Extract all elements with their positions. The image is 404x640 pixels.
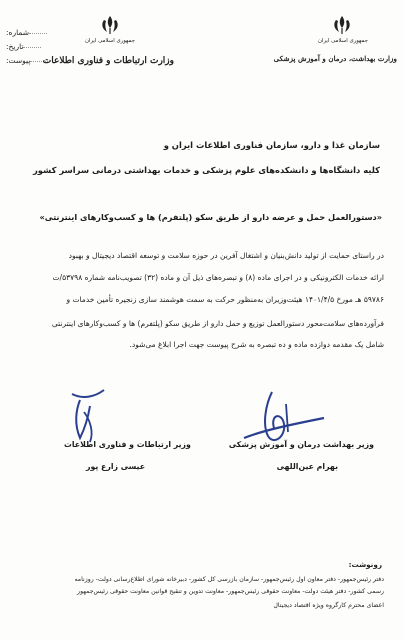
cc-line-2: رسمی کشور- دفتر هیئت دولت- معاونت حقوقی رئیس‌جمهور- معاونت تدوین و تنقیح قوانین معاونت حقوقی رئیس‌جمهور [77, 588, 384, 595]
letter-subject: «دستورالعمل حمل و عرضه دارو از طریق سکو (پلتفرم) ها و کسب‌وکارهای اینترنتی» [39, 212, 382, 222]
left-logo-caption: جمهوری اسلامی ایران [84, 38, 135, 44]
right-logo-caption: جمهوری اسلامی ایران [317, 38, 368, 44]
meta-date: تاریخ: [6, 42, 43, 51]
addressee-line-2: کلیه دانشگاه‌ها و دانشکده‌های علوم پزشکی و خدمات بهداشتی درمانی سراسر کشور [32, 165, 380, 175]
ict-minister-title: وزیر ارتباطات و فناوری اطلاعات [64, 440, 191, 449]
iran-emblem-left-logo [98, 14, 122, 36]
body-line-4: فرآورده‌های سلامت‌محور دستورالعمل توزیع و حمل دارو از طریق سکو (پلتفرم) ها و کسب‌وکارهای اینترنتی [51, 319, 384, 328]
meta-number: شماره: [6, 28, 49, 37]
iran-emblem-right-logo [330, 14, 354, 36]
right-logo-ministry: وزارت بهداشت، درمان و آموزش پزشکی [273, 54, 397, 63]
health-minister-title: وزیر بهداشت درمان و آموزش پزشکی [228, 440, 374, 449]
left-logo-ministry: وزارت ارتباطات و فناوری اطلاعات [42, 56, 174, 66]
addressee-line-1: سازمان غذا و دارو، سازمان فناوری اطلاعات ایران و [163, 140, 380, 150]
body-line-2: ارائه خدمات الکترونیکی و در اجرای ماده (۸) و تبصره‌های ذیل آن و ماده (۳۲) تصویب‌نامه شماره ۵۳۷۹۸/ت [52, 273, 384, 282]
body-line-1: در راستای حمایت از تولید دانش‌بنیان و اشتغال آفرین در حوزه سلامت و توسعه اقتصاد دیجیتال و بهبود [68, 251, 384, 260]
cc-title: رونوشت: [348, 560, 382, 569]
cc-line-3: اعضای محترم کارگروه ویژه اقتصاد دیجیتال [273, 602, 384, 609]
health-minister-name: بهرام عین‌اللهی [276, 462, 338, 471]
meta-attachment: پیوست: [6, 56, 50, 65]
body-line-3: ۵۹۷۸۶ هـ مورخ ۱۴۰۱/۴/۵ هیئت‌وزیران به‌منظور حرکت به سمت هوشمند سازی زنجیره تأمین خدمات و [66, 295, 384, 304]
cc-line-1: دفتر رئیس‌جمهور- دفتر معاون اول رئیس‌جمهور- سازمان بازرسی کل کشور- دبیرخانه شورای اطلاع‌رسانی دولت- روزنامه [74, 576, 384, 583]
ict-minister-name: عیسی زارع پور [86, 462, 146, 471]
body-line-5: شامل یک مقدمه دوازده ماده و ده تبصره به شرح پیوست جهت اجرا ابلاغ می‌شود. [129, 340, 384, 349]
